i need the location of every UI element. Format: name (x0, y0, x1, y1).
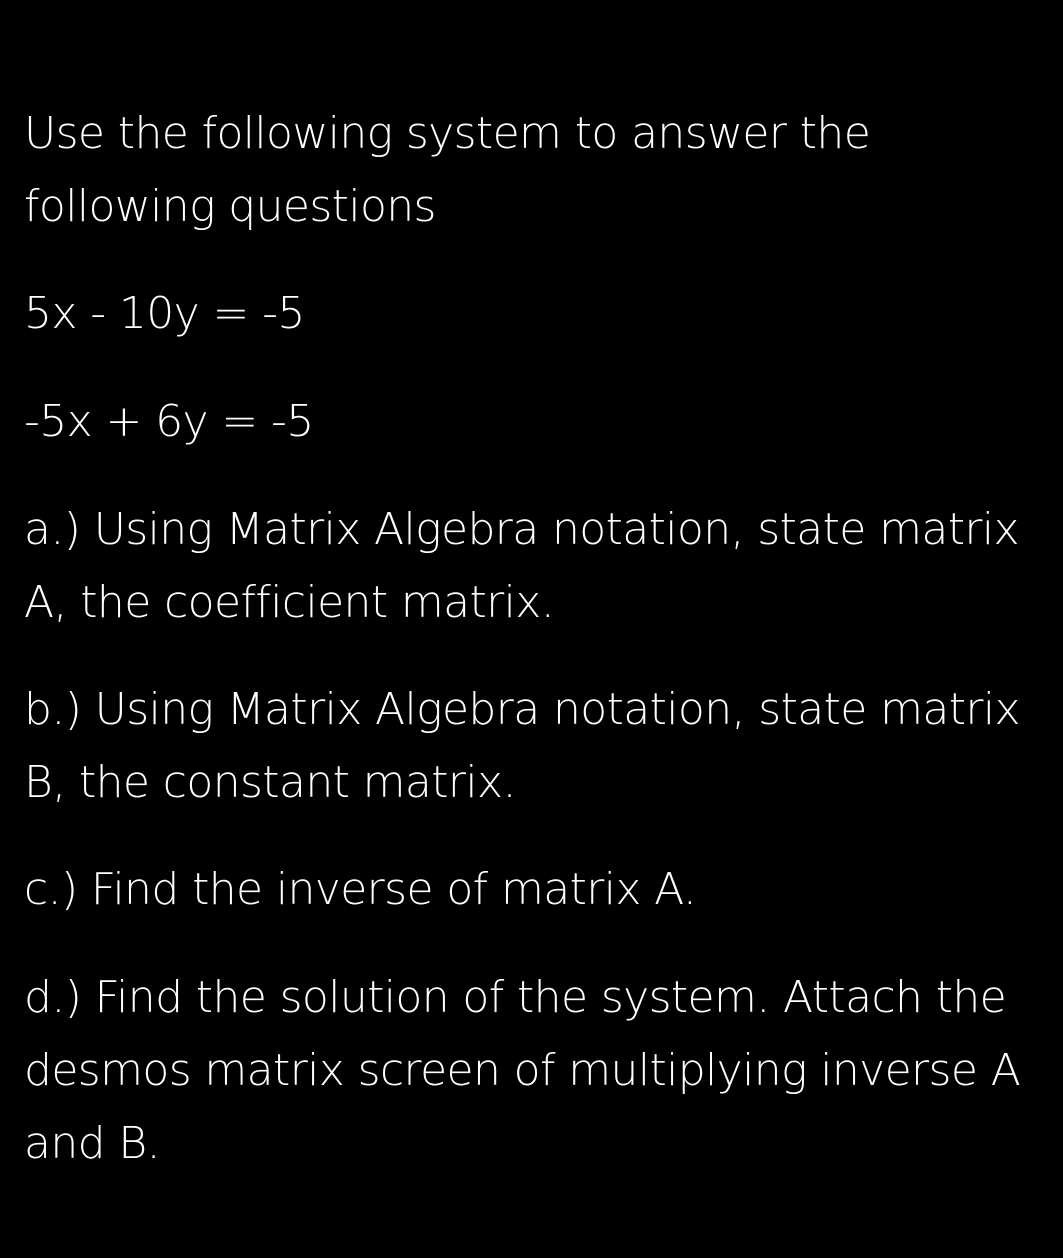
question-b: b.) Using Matrix Algebra notation, state matrix B, the constant matrix. (24, 684, 1020, 808)
question-c: c.) Find the inverse of matrix A. (24, 864, 697, 915)
instructions-text: Use the following system to answer the following questions (24, 108, 871, 232)
equation-2: -5x + 6y = -5 (24, 396, 314, 447)
question-a: a.) Using Matrix Algebra notation, state matrix A, the coefficient matrix. (24, 504, 1019, 628)
question-d: d.) Find the solution of the system. Attach the desmos matrix screen of multiplying inverse A and B. (24, 972, 1021, 1169)
equation-1: 5x - 10y = -5 (24, 288, 305, 339)
